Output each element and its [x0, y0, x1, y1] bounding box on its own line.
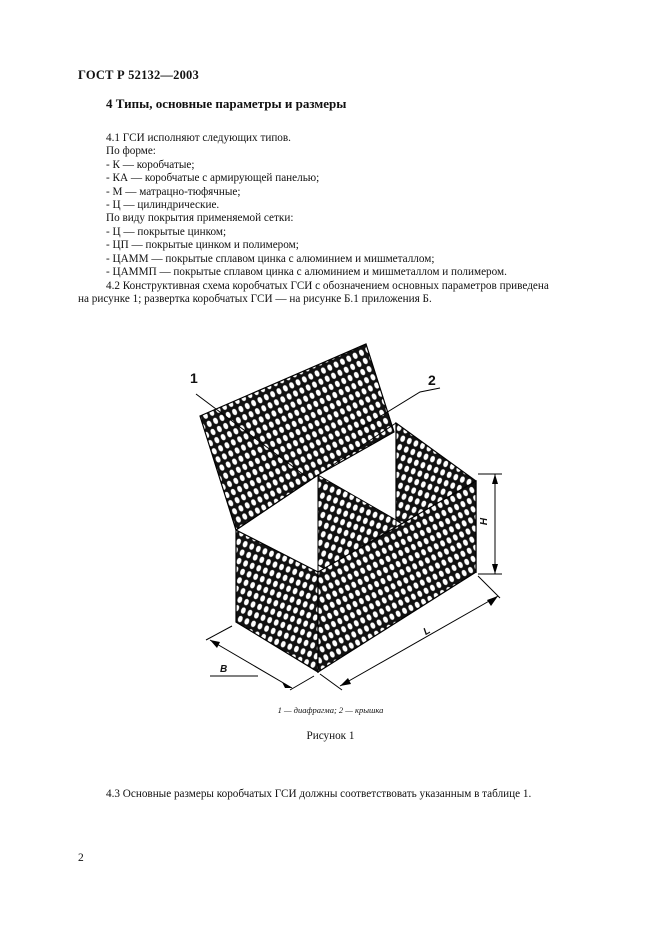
- gabion-box-drawing: [170, 336, 510, 696]
- paragraph-line: 4.2 Конструктивная схема коробчатых ГСИ с обозначением основных параметров приведена: [106, 280, 549, 292]
- figure-caption: 1 — диафрагма; 2 — крышка: [277, 705, 384, 715]
- section-title: 4 Типы, основные параметры и размеры: [106, 96, 347, 111]
- paragraph-line: 4.1 ГСИ исполняют следующих типов.: [106, 132, 291, 144]
- list-item: - ЦАММ — покрытые сплавом цинка с алюминием и мишметаллом;: [106, 252, 435, 265]
- list-item: - ЦП — покрытые цинком и полимером;: [106, 239, 299, 252]
- list-item: - К — коробчатые;: [106, 158, 195, 171]
- figure-label: Рисунок 1: [306, 730, 355, 742]
- paragraph-line: По форме:: [106, 145, 156, 158]
- dimension-label-l: L: [421, 625, 433, 638]
- callout-label-2: 2: [428, 372, 436, 388]
- dimension-label-h: H: [479, 517, 491, 526]
- side-wall: [236, 530, 318, 672]
- section-body: [106, 132, 507, 279]
- page-number: 2: [78, 852, 84, 864]
- paragraph-4-3: 4.3 Основные размеры коробчатых ГСИ должны соответствовать указанным в таблице 1.: [106, 788, 532, 800]
- dimension-label-b: B: [220, 664, 228, 675]
- document-header: ГОСТ Р 52132—2003: [78, 68, 199, 82]
- list-item: - Ц — цилиндрические.: [106, 199, 220, 212]
- paragraph-4-2: [78, 280, 586, 307]
- list-item: - Ц — покрытые цинком;: [106, 225, 227, 238]
- paragraph-line: По виду покрытия применяемой сетки:: [106, 212, 294, 225]
- list-item: - КА — коробчатые с армирующей панелью;: [106, 172, 320, 185]
- paragraph-line: на рисунке 1; развертка коробчатых ГСИ — на рисунке Б.1 приложения Б.: [78, 293, 432, 306]
- list-item: - ЦАММП — покрытые сплавом цинка с алюминием и мишметаллом и полимером.: [106, 266, 507, 279]
- callout-label-1: 1: [190, 370, 198, 386]
- list-item: - М — матрацно-тюфячные;: [106, 185, 241, 198]
